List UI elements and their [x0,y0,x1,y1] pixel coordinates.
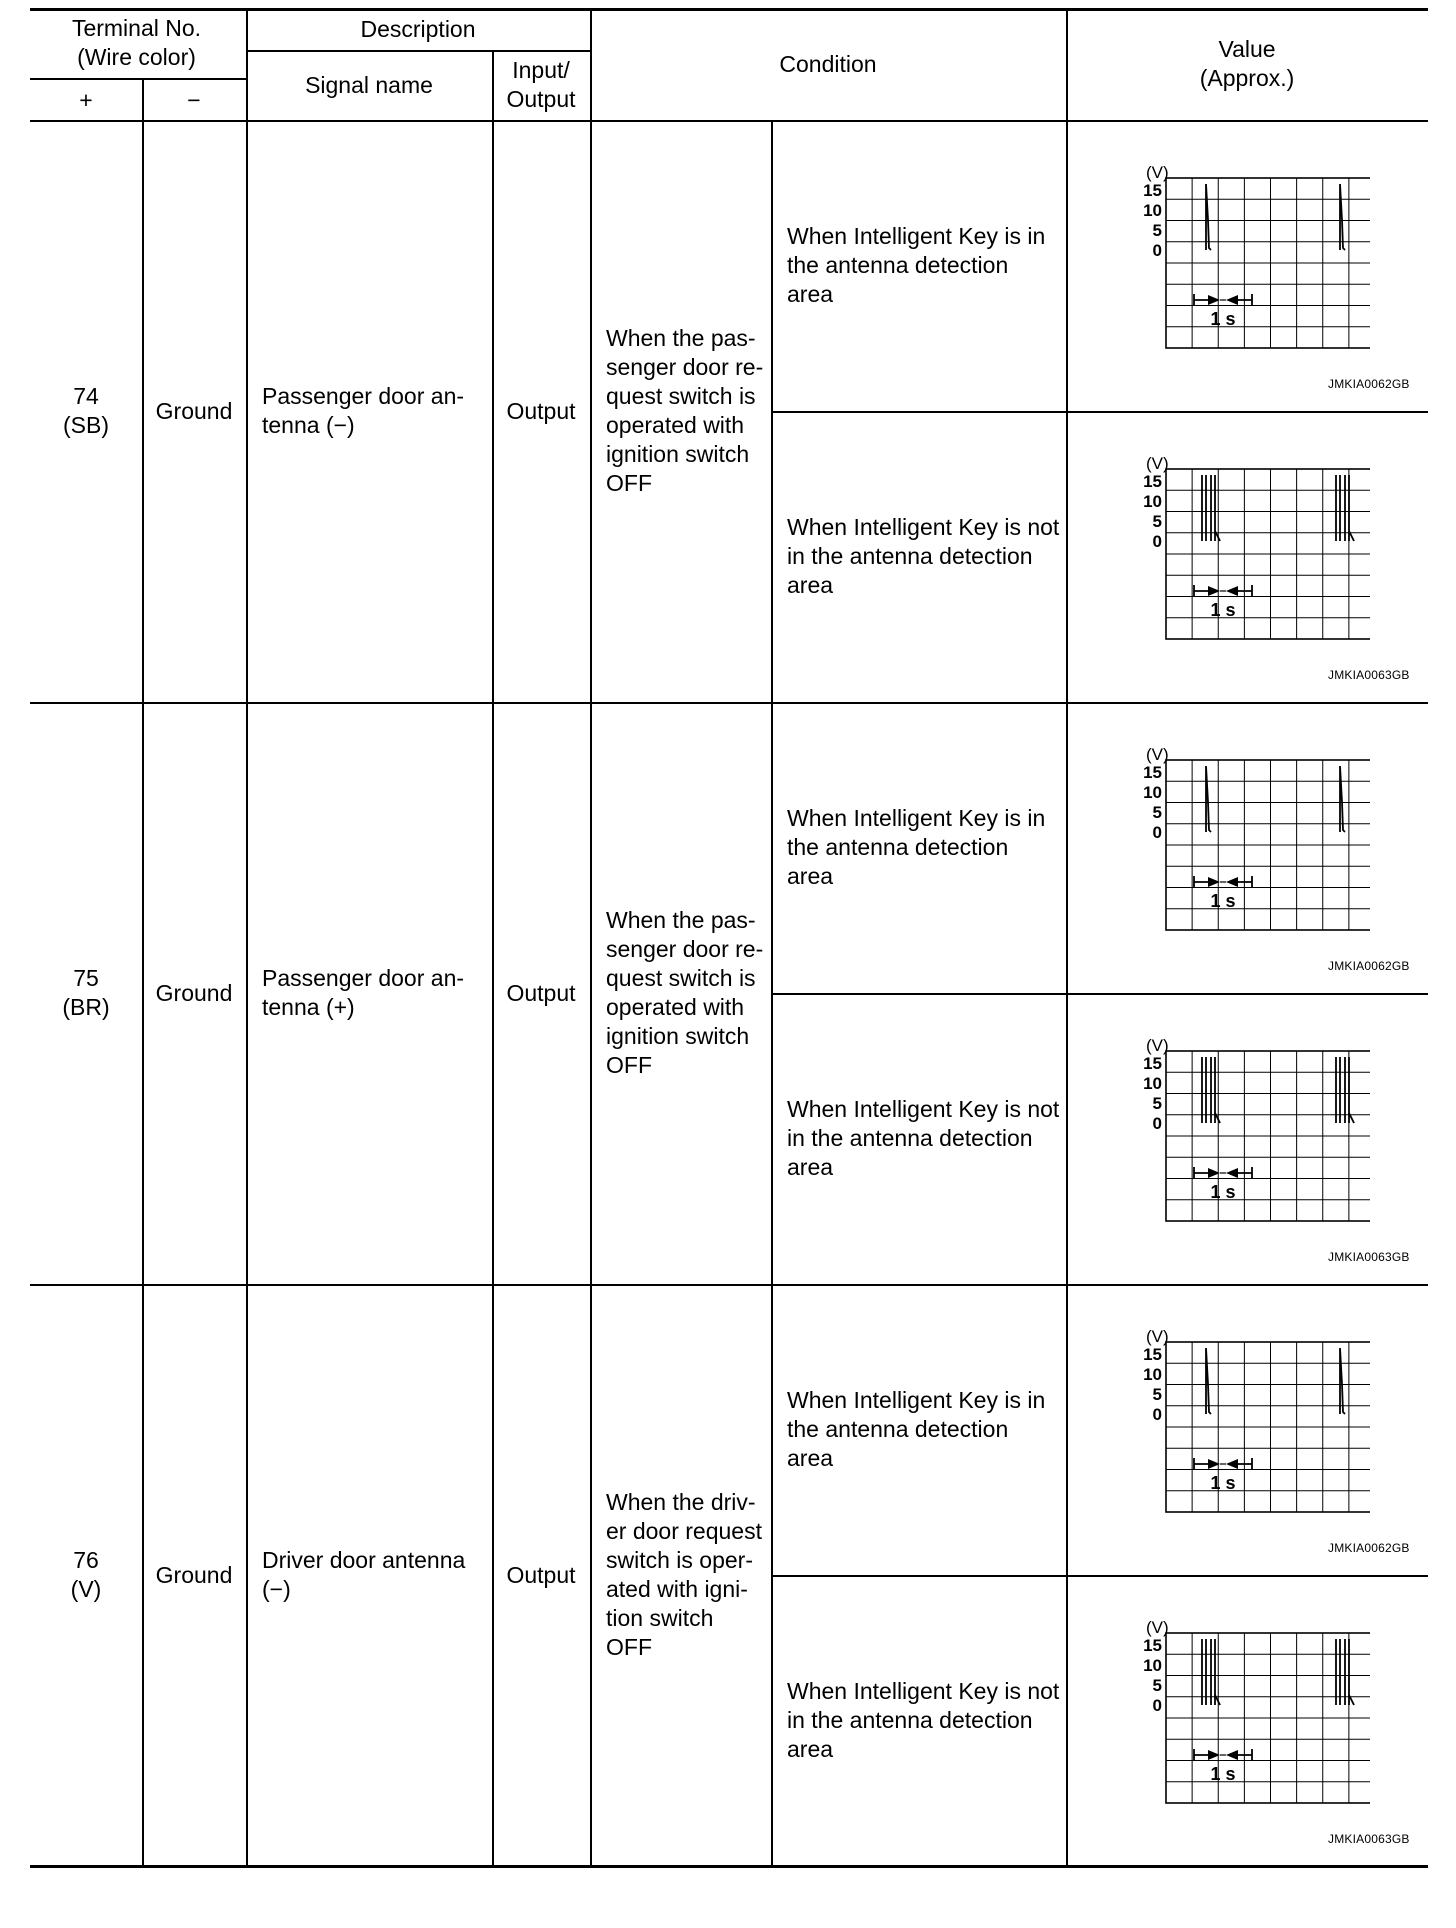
scope-tick-label: 5 [1152,1094,1162,1113]
scope-tick-label: 15 [1143,1054,1162,1073]
value-waveform [1110,1617,1370,1817]
scope-tick-label: 10 [1143,1656,1162,1675]
time-scale-label: 1 s [1210,309,1236,329]
terminal-number: 75 (BR) [62,965,110,1020]
oscilloscope-waveform [1110,1035,1370,1235]
sub-condition-text: When Intelligent Key is in the antenna detection area [787,805,1046,889]
oscilloscope-waveform [1110,744,1370,944]
figure-code: JMKIA0062GB [1328,377,1410,391]
header-description-divider [246,50,590,52]
scope-tick-label: 15 [1143,1636,1162,1655]
scope-pulse [1340,1348,1345,1414]
scope-tick-label: 10 [1143,492,1162,511]
oscilloscope-waveform [1110,1326,1370,1526]
header-plus-minus-divider [142,78,144,120]
header-signal-name: Signal name [305,71,433,98]
time-scale-label: 1 s [1210,1182,1236,1202]
scope-tick-label: 15 [1143,472,1162,491]
figure-code: JMKIA0063GB [1328,668,1410,682]
scope-tick-label: 0 [1152,823,1162,842]
scope-pulse [1206,1348,1211,1414]
scope-unit-label: (V) [1146,1036,1169,1055]
scope-tick-label: 10 [1143,1365,1162,1384]
sub-row-divider [771,1575,1428,1577]
sub-condition-text: When Intelligent Key is not in the antenna detection area [787,1678,1060,1762]
scope-unit-label: (V) [1146,745,1169,764]
scope-pulse [1340,766,1345,832]
value-waveform [1110,1035,1370,1235]
terminal-number: 76 (V) [70,1547,102,1602]
sub-condition-text: When Intelligent Key is in the antenna detection area [787,1387,1046,1471]
scope-tick-label: 5 [1152,221,1162,240]
input-output: Output [506,979,576,1006]
figure-code: JMKIA0063GB [1328,1250,1410,1264]
table-top-border [30,8,1428,11]
input-output: Output [506,397,576,424]
body-col-divider [142,120,144,1866]
sub-row-divider [771,411,1428,413]
value-waveform [1110,162,1370,362]
scope-tick-label: 0 [1152,241,1162,260]
scope-tick-label: 5 [1152,512,1162,531]
signal-name: Driver door antenna (−) [262,1547,466,1602]
time-marker-arrow-left [1226,1459,1238,1469]
header-minus: − [187,86,201,113]
header-terminal-no: Terminal No. (Wire color) [71,15,202,70]
value-waveform [1110,1326,1370,1526]
condition-text: When the driv- er door request switch is oper- ated with igni- tion switch OFF [606,1489,762,1660]
oscilloscope-waveform [1110,1617,1370,1817]
header-col-divider-3 [492,50,494,120]
header-condition: Condition [779,50,877,77]
time-scale-label: 1 s [1210,1764,1236,1784]
body-col-divider [590,120,592,1866]
header-value: Value (Approx.) [1199,36,1295,91]
time-scale-label: 1 s [1210,600,1236,620]
scope-tick-label: 5 [1152,803,1162,822]
scope-unit-label: (V) [1146,163,1169,182]
oscilloscope-waveform [1110,162,1370,362]
scope-tick-label: 15 [1143,1345,1162,1364]
table-bottom-border [30,1865,1428,1868]
scope-unit-label: (V) [1146,1327,1169,1346]
time-scale-label: 1 s [1210,891,1236,911]
ground-terminal: Ground [155,979,233,1006]
header-input-output: Input/ Output [506,57,576,112]
header-terminal-divider [30,78,246,80]
time-marker-arrow-left [1226,877,1238,887]
scope-pulse [1206,184,1211,250]
header-col-divider-4 [590,8,592,120]
scope-tick-label: 0 [1152,532,1162,551]
time-marker-arrow-left [1226,1168,1238,1178]
sub-condition-text: When Intelligent Key is not in the antenna detection area [787,1096,1060,1180]
scope-tick-label: 15 [1143,181,1162,200]
ground-terminal: Ground [155,1561,233,1588]
scope-tick-label: 10 [1143,783,1162,802]
row-divider [30,1284,1428,1286]
time-marker-arrow-left [1226,1750,1238,1760]
scope-pulse [1340,184,1345,250]
sub-condition-text: When Intelligent Key is in the antenna detection area [787,223,1046,307]
scope-tick-label: 10 [1143,201,1162,220]
figure-code: JMKIA0062GB [1328,1541,1410,1555]
header-plus: + [79,86,93,113]
scope-unit-label: (V) [1146,1618,1169,1637]
scope-tick-label: 0 [1152,1696,1162,1715]
scope-tick-label: 10 [1143,1074,1162,1093]
sub-row-divider [771,993,1428,995]
scope-tick-label: 0 [1152,1405,1162,1424]
scope-tick-label: 0 [1152,1114,1162,1133]
value-waveform [1110,744,1370,944]
figure-code: JMKIA0063GB [1328,1832,1410,1846]
ground-terminal: Ground [155,397,233,424]
header-col-divider-2 [246,8,248,120]
oscilloscope-waveform [1110,453,1370,653]
header-description: Description [360,15,476,42]
scope-pulse [1206,766,1211,832]
figure-code: JMKIA0062GB [1328,959,1410,973]
signal-name: Passenger door an- tenna (+) [262,965,465,1020]
value-waveform [1110,453,1370,653]
scope-unit-label: (V) [1146,454,1169,473]
condition-text: When the pas- senger door re- quest switch is operated with ignition switch OFF [606,325,764,496]
time-marker-arrow-left [1226,295,1238,305]
input-output: Output [506,1561,576,1588]
row-divider [30,702,1428,704]
body-col-divider [492,120,494,1866]
terminal-number: 74 (SB) [63,383,109,438]
body-col-divider [246,120,248,1866]
scope-tick-label: 5 [1152,1676,1162,1695]
time-marker-arrow-left [1226,586,1238,596]
time-scale-label: 1 s [1210,1473,1236,1493]
condition-text: When the pas- senger door re- quest switch is operated with ignition switch OFF [606,907,764,1078]
header-bottom-border [30,120,1428,122]
scope-tick-label: 5 [1152,1385,1162,1404]
header-col-divider-6 [1066,8,1068,120]
scope-tick-label: 15 [1143,763,1162,782]
sub-condition-text: When Intelligent Key is not in the antenna detection area [787,514,1060,598]
signal-name: Passenger door an- tenna (−) [262,383,465,438]
